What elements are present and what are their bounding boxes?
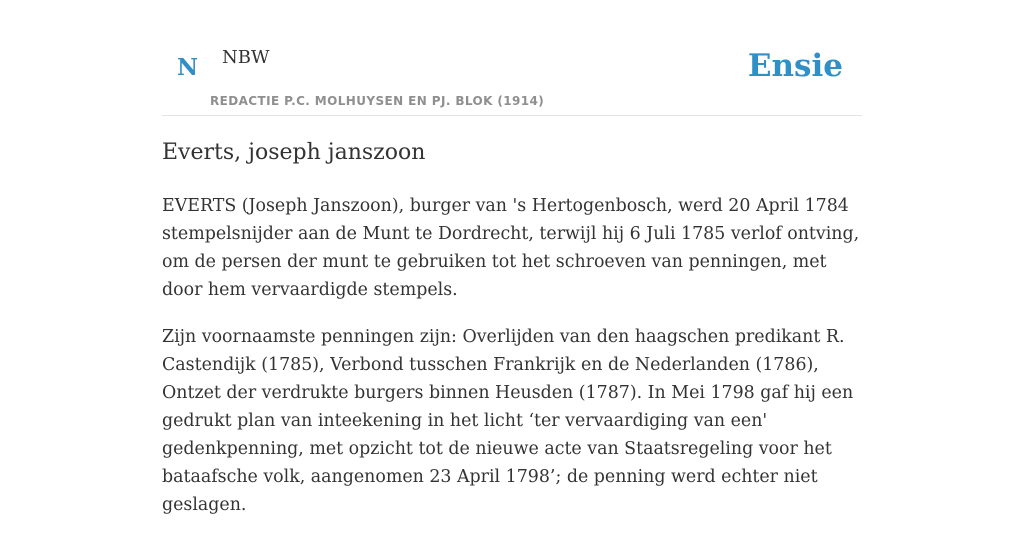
article-title: Everts, joseph janszoon [162,140,426,165]
source-logo[interactable]: N [177,54,199,81]
page [162,0,862,515]
brand-logo[interactable]: Ensie [747,48,843,84]
article-body [162,192,862,538]
article-paragraph: EVERTS (Joseph Janszoon), burger van 's Hertogenbosch, werd 20 April 1784 stempelsnijder aan de Munt te Dordrecht, terwijl hij 6 Juli 1785 verlof ontving, om de persen der munt te gebruiken tot het schroeven van penningen, met door hem vervaardigde stempels. [162,196,860,300]
article-paragraph: Zijn voornaamste penningen zijn: Overlijden van den haagschen predikant R. Castendijk (1785), Verbond tusschen Frankrijk en de Nederlanden (1786), Ontzet der verdrukte burgers binnen Heusden (1787). In Mei 1798 gaf hij een gedrukt plan van inteekening in het licht ‘ter vervaardiging van een' gedenkpenning, met opzicht tot de nieuwe acte van Staatsregeling voor het bataafsche volk, aangenomen 23 April 1798’; de penning werd echter niet geslagen. [162,327,854,515]
source-title[interactable]: NBW [222,47,270,68]
header [162,0,862,116]
source-subtitle: REDACTIE P.C. MOLHUYSEN EN PJ. BLOK (1914) [210,94,545,108]
